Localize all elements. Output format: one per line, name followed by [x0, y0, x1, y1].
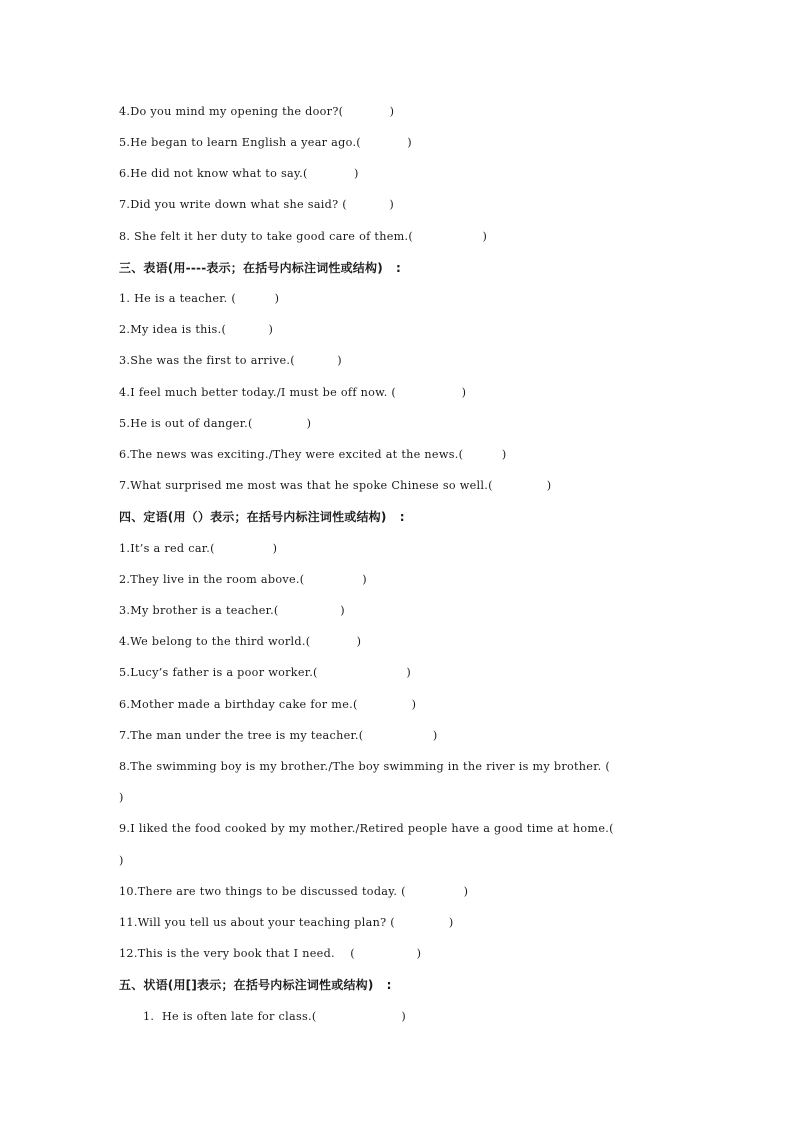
- exercise-line: 7.What surprised me most was that he spoke Chinese so well.( ): [119, 479, 552, 492]
- exercise-line: 5.He is out of danger.( ): [119, 417, 312, 430]
- exercise-line: 4.I feel much better today./I must be off now. ( ): [119, 386, 467, 399]
- exercise-line: 9.I liked the food cooked by my mother./Retired people have a good time at home.(: [119, 822, 614, 835]
- exercise-line: 11.Will you tell us about your teaching plan? ( ): [119, 916, 454, 929]
- exercise-line: 12.This is the very book that I need. ( ): [119, 947, 422, 960]
- section-heading-adverbial: 五、状语(用[]表示；在括号内标注词性或结构) :: [119, 978, 392, 992]
- exercise-line: 3.She was the first to arrive.( ): [119, 354, 342, 367]
- exercise-line-wrap: ): [119, 854, 124, 867]
- exercise-line: 2.They live in the room above.( ): [119, 573, 367, 586]
- exercise-line: 8.The swimming boy is my brother./The boy swimming in the river is my brother. (: [119, 760, 611, 773]
- exercise-line: 1. He is a teacher. ( ): [119, 292, 280, 305]
- exercise-line: 3.My brother is a teacher.( ): [119, 604, 345, 617]
- exercise-line: 2.My idea is this.( ): [119, 323, 274, 336]
- exercise-line: 7.Did you write down what she said? ( ): [119, 198, 395, 211]
- exercise-line: 1. He is often late for class.( ): [143, 1010, 407, 1023]
- exercise-line: 1.It’s a red car.( ): [119, 542, 278, 555]
- exercise-line: 10.There are two things to be discussed today. ( ): [119, 885, 469, 898]
- exercise-line: 4.Do you mind my opening the door?( ): [119, 105, 395, 118]
- exercise-line: 5.He began to learn English a year ago.( ): [119, 136, 412, 149]
- exercise-line-wrap: ): [119, 791, 124, 804]
- exercise-line: 5.Lucy’s father is a poor worker.( ): [119, 666, 412, 679]
- section-heading-predicative: 三、表语(用----表示；在括号内标注词性或结构) :: [119, 261, 402, 275]
- exercise-line: 8. She felt it her duty to take good care of them.( ): [119, 230, 488, 243]
- section-heading-attributive: 四、定语(用（）表示；在括号内标注词性或结构) :: [119, 510, 405, 524]
- exercise-line: 6.The news was exciting./They were excited at the news.( ): [119, 448, 507, 461]
- exercise-line: 4.We belong to the third world.( ): [119, 635, 362, 648]
- exercise-line: 7.The man under the tree is my teacher.( ): [119, 729, 438, 742]
- exercise-line: 6.Mother made a birthday cake for me.( ): [119, 698, 417, 711]
- exercise-line: 6.He did not know what to say.( ): [119, 167, 359, 180]
